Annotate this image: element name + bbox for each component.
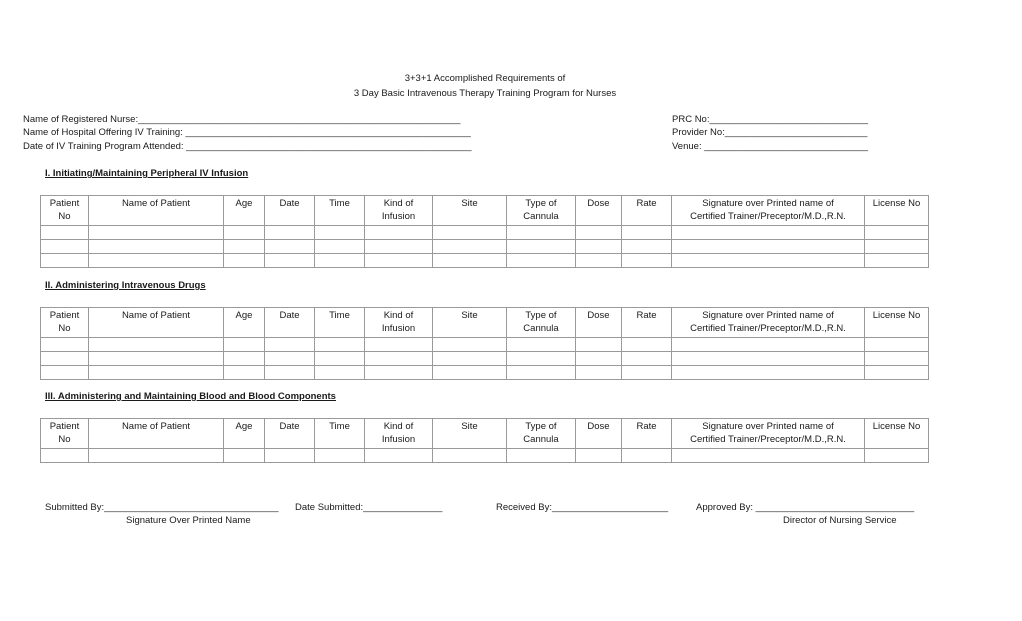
table-cell[interactable] [672, 338, 865, 352]
table-cell[interactable] [507, 449, 576, 463]
table-row [41, 254, 929, 268]
table-cell[interactable] [433, 226, 507, 240]
table-cell[interactable] [315, 366, 365, 380]
column-header-text: Age [235, 421, 253, 432]
column-header [89, 308, 224, 338]
table-cell[interactable] [865, 449, 929, 463]
column-header-text: Infusion [381, 211, 416, 222]
table-cell[interactable] [265, 338, 315, 352]
table-cell[interactable] [622, 352, 672, 366]
table-cell[interactable] [433, 254, 507, 268]
column-header-text: No [58, 211, 71, 222]
column-header-text: License No [872, 310, 921, 321]
table-cell[interactable] [507, 352, 576, 366]
column-header [865, 196, 929, 226]
table-cell[interactable] [865, 254, 929, 268]
column-header-text: Patient [49, 198, 80, 209]
column-header-text: Signature over Printed name of [702, 198, 834, 209]
column-header [224, 308, 265, 338]
table-cell[interactable] [315, 254, 365, 268]
table-cell[interactable] [865, 366, 929, 380]
table-cell[interactable] [315, 449, 365, 463]
table-cell[interactable] [672, 226, 865, 240]
column-header [315, 196, 365, 226]
table-cell[interactable] [224, 226, 265, 240]
table-cell[interactable] [265, 254, 315, 268]
table-cell[interactable] [576, 352, 622, 366]
column-header [622, 196, 672, 226]
table-cell[interactable] [672, 366, 865, 380]
table-cell[interactable] [672, 240, 865, 254]
table-cell[interactable] [433, 352, 507, 366]
venue-field[interactable]: Venue: _______________________________ [672, 141, 869, 152]
table-cell[interactable] [224, 240, 265, 254]
section-title-1: I. Initiating/Maintaining Peripheral IV Infusion [45, 168, 249, 179]
column-header-text: Cannula [523, 323, 559, 334]
section-table-3 [40, 418, 929, 463]
column-header-text: Rate [636, 198, 657, 209]
column-header [576, 308, 622, 338]
column-header [365, 419, 433, 449]
column-header-text: Certified Trainer/Preceptor/M.D.,R.N. [690, 211, 846, 222]
column-header-text: Type of [525, 421, 557, 432]
approved-by-caption: Director of Nursing Service [783, 515, 897, 526]
table-cell[interactable] [365, 254, 433, 268]
table-cell[interactable] [315, 240, 365, 254]
section-table-1 [40, 195, 929, 268]
table-cell[interactable] [433, 240, 507, 254]
table-cell[interactable] [315, 226, 365, 240]
prc-no-field[interactable]: PRC No:______________________________ [672, 114, 868, 125]
column-header [507, 196, 576, 226]
column-header-text: Time [329, 310, 350, 321]
column-header-text: Name of Patient [121, 198, 191, 209]
table-cell[interactable] [365, 338, 433, 352]
column-header-text: No [58, 434, 71, 445]
table-cell[interactable] [89, 338, 224, 352]
column-header-text: Dose [587, 421, 610, 432]
table-cell[interactable] [365, 366, 433, 380]
table-cell[interactable] [865, 338, 929, 352]
column-header-text: Kind of [383, 198, 414, 209]
column-header-text: Rate [636, 310, 657, 321]
column-header-text: Kind of [383, 310, 414, 321]
column-header-text: Dose [587, 198, 610, 209]
column-header-text: Time [329, 198, 350, 209]
table-cell[interactable] [865, 240, 929, 254]
table-cell[interactable] [265, 352, 315, 366]
column-header-text: Date [279, 421, 300, 432]
table-cell[interactable] [265, 366, 315, 380]
table-cell[interactable] [89, 254, 224, 268]
table-cell[interactable] [365, 226, 433, 240]
table-cell[interactable] [507, 240, 576, 254]
column-header-text: Infusion [381, 323, 416, 334]
table-cell[interactable] [265, 240, 315, 254]
column-header [315, 419, 365, 449]
column-header-text: Site [461, 421, 478, 432]
section-title-3: III. Administering and Maintaining Blood and Blood Components [45, 391, 336, 402]
section-table-2 [40, 307, 929, 380]
table-cell[interactable] [365, 449, 433, 463]
table-row [41, 226, 929, 240]
table-cell[interactable] [224, 449, 265, 463]
table-cell[interactable] [224, 338, 265, 352]
table-row [41, 338, 929, 352]
column-header-text: Name of Patient [121, 310, 191, 321]
table-cell[interactable] [576, 366, 622, 380]
column-header-text: Type of [525, 310, 557, 321]
column-header-text: Certified Trainer/Preceptor/M.D.,R.N. [690, 434, 846, 445]
table-cell[interactable] [89, 240, 224, 254]
table-cell[interactable] [41, 240, 89, 254]
column-header-text: Age [235, 198, 253, 209]
column-header-text: Date [279, 198, 300, 209]
table-cell[interactable] [576, 254, 622, 268]
table-cell[interactable] [622, 226, 672, 240]
column-header [365, 308, 433, 338]
column-header-text: Type of [525, 198, 557, 209]
table-cell[interactable] [672, 254, 865, 268]
column-header [672, 419, 865, 449]
form-title-line-2: 3 Day Basic Intravenous Therapy Training Program for Nurses [353, 88, 617, 99]
column-header-text: License No [872, 421, 921, 432]
column-header [365, 196, 433, 226]
table-cell[interactable] [576, 338, 622, 352]
column-header [507, 419, 576, 449]
table-cell[interactable] [672, 449, 865, 463]
column-header [433, 308, 507, 338]
registered-nurse-field[interactable]: Name of Registered Nurse:_____________________________________________________________ [23, 114, 461, 125]
table-cell[interactable] [89, 352, 224, 366]
table-cell[interactable] [865, 226, 929, 240]
table-cell[interactable] [41, 352, 89, 366]
training-date-field[interactable]: Date of IV Training Program Attended: ______________________________________________________ [23, 141, 472, 152]
table-cell[interactable] [41, 254, 89, 268]
table-row [41, 449, 929, 463]
column-header-text: Date [279, 310, 300, 321]
column-header-text: Site [461, 198, 478, 209]
column-header [315, 308, 365, 338]
table-cell[interactable] [622, 338, 672, 352]
table-row [41, 366, 929, 380]
column-header-text: No [58, 323, 71, 334]
table-cell[interactable] [365, 240, 433, 254]
submitted-by-field[interactable]: Submitted By:_________________________________ [45, 502, 279, 513]
table-cell[interactable] [315, 352, 365, 366]
section-title-2: II. Administering Intravenous Drugs [45, 280, 206, 291]
approved-by-field[interactable]: Approved By: ______________________________ [696, 502, 915, 513]
column-header [265, 419, 315, 449]
table-cell[interactable] [576, 449, 622, 463]
form-title-line-1: 3+3+1 Accomplished Requirements of [404, 73, 566, 84]
column-header [865, 419, 929, 449]
table-cell[interactable] [507, 366, 576, 380]
column-header-text: Kind of [383, 421, 414, 432]
hospital-field[interactable]: Name of Hospital Offering IV Training: ______________________________________________________ [23, 127, 471, 138]
column-header [224, 196, 265, 226]
table-cell[interactable] [576, 226, 622, 240]
column-header [41, 419, 89, 449]
column-header-text: Cannula [523, 211, 559, 222]
column-header-text: Certified Trainer/Preceptor/M.D.,R.N. [690, 323, 846, 334]
table-cell[interactable] [433, 449, 507, 463]
table-cell[interactable] [433, 366, 507, 380]
table-cell[interactable] [89, 226, 224, 240]
column-header [507, 308, 576, 338]
table-row [41, 240, 929, 254]
column-header [622, 308, 672, 338]
table-cell[interactable] [41, 449, 89, 463]
column-header [433, 419, 507, 449]
column-header-text: Signature over Printed name of [702, 421, 834, 432]
table-cell[interactable] [865, 352, 929, 366]
table-cell[interactable] [622, 254, 672, 268]
date-submitted-field[interactable]: Date Submitted:_______________ [295, 502, 443, 513]
provider-no-field[interactable]: Provider No:___________________________ [672, 127, 868, 138]
column-header [41, 308, 89, 338]
table-cell[interactable] [672, 352, 865, 366]
column-header-text: Age [235, 310, 253, 321]
table-cell[interactable] [89, 449, 224, 463]
column-header [576, 419, 622, 449]
table-cell[interactable] [507, 338, 576, 352]
table-cell[interactable] [315, 338, 365, 352]
column-header-text: Dose [587, 310, 610, 321]
column-header [89, 419, 224, 449]
column-header-text: Cannula [523, 434, 559, 445]
column-header [89, 196, 224, 226]
column-header [433, 196, 507, 226]
column-header-text: Patient [49, 310, 80, 321]
column-header [576, 196, 622, 226]
submitted-by-caption: Signature Over Printed Name [126, 515, 251, 526]
table-cell[interactable] [622, 366, 672, 380]
table-cell[interactable] [224, 352, 265, 366]
table-cell[interactable] [89, 366, 224, 380]
column-header [622, 419, 672, 449]
column-header [672, 196, 865, 226]
table-cell[interactable] [622, 240, 672, 254]
column-header [224, 419, 265, 449]
table-cell[interactable] [41, 226, 89, 240]
header-row [41, 308, 929, 338]
column-header [265, 308, 315, 338]
table-cell[interactable] [507, 226, 576, 240]
column-header-text: Patient [49, 421, 80, 432]
column-header-text: Site [461, 310, 478, 321]
column-header [41, 196, 89, 226]
column-header-text: Name of Patient [121, 421, 191, 432]
column-header [865, 308, 929, 338]
header-row [41, 419, 929, 449]
received-by-field[interactable]: Received By:______________________ [496, 502, 669, 513]
table-cell[interactable] [41, 338, 89, 352]
table-row [41, 352, 929, 366]
column-header-text: Infusion [381, 434, 416, 445]
table-cell[interactable] [41, 366, 89, 380]
column-header-text: Time [329, 421, 350, 432]
table-cell[interactable] [507, 254, 576, 268]
column-header-text: License No [872, 198, 921, 209]
column-header [265, 196, 315, 226]
table-cell[interactable] [622, 449, 672, 463]
table-cell[interactable] [365, 352, 433, 366]
table-cell[interactable] [433, 338, 507, 352]
table-cell[interactable] [224, 254, 265, 268]
table-cell[interactable] [224, 366, 265, 380]
column-header [672, 308, 865, 338]
column-header-text: Signature over Printed name of [702, 310, 834, 321]
table-cell[interactable] [265, 449, 315, 463]
column-header-text: Rate [636, 421, 657, 432]
header-row [41, 196, 929, 226]
table-cell[interactable] [265, 226, 315, 240]
table-cell[interactable] [576, 240, 622, 254]
